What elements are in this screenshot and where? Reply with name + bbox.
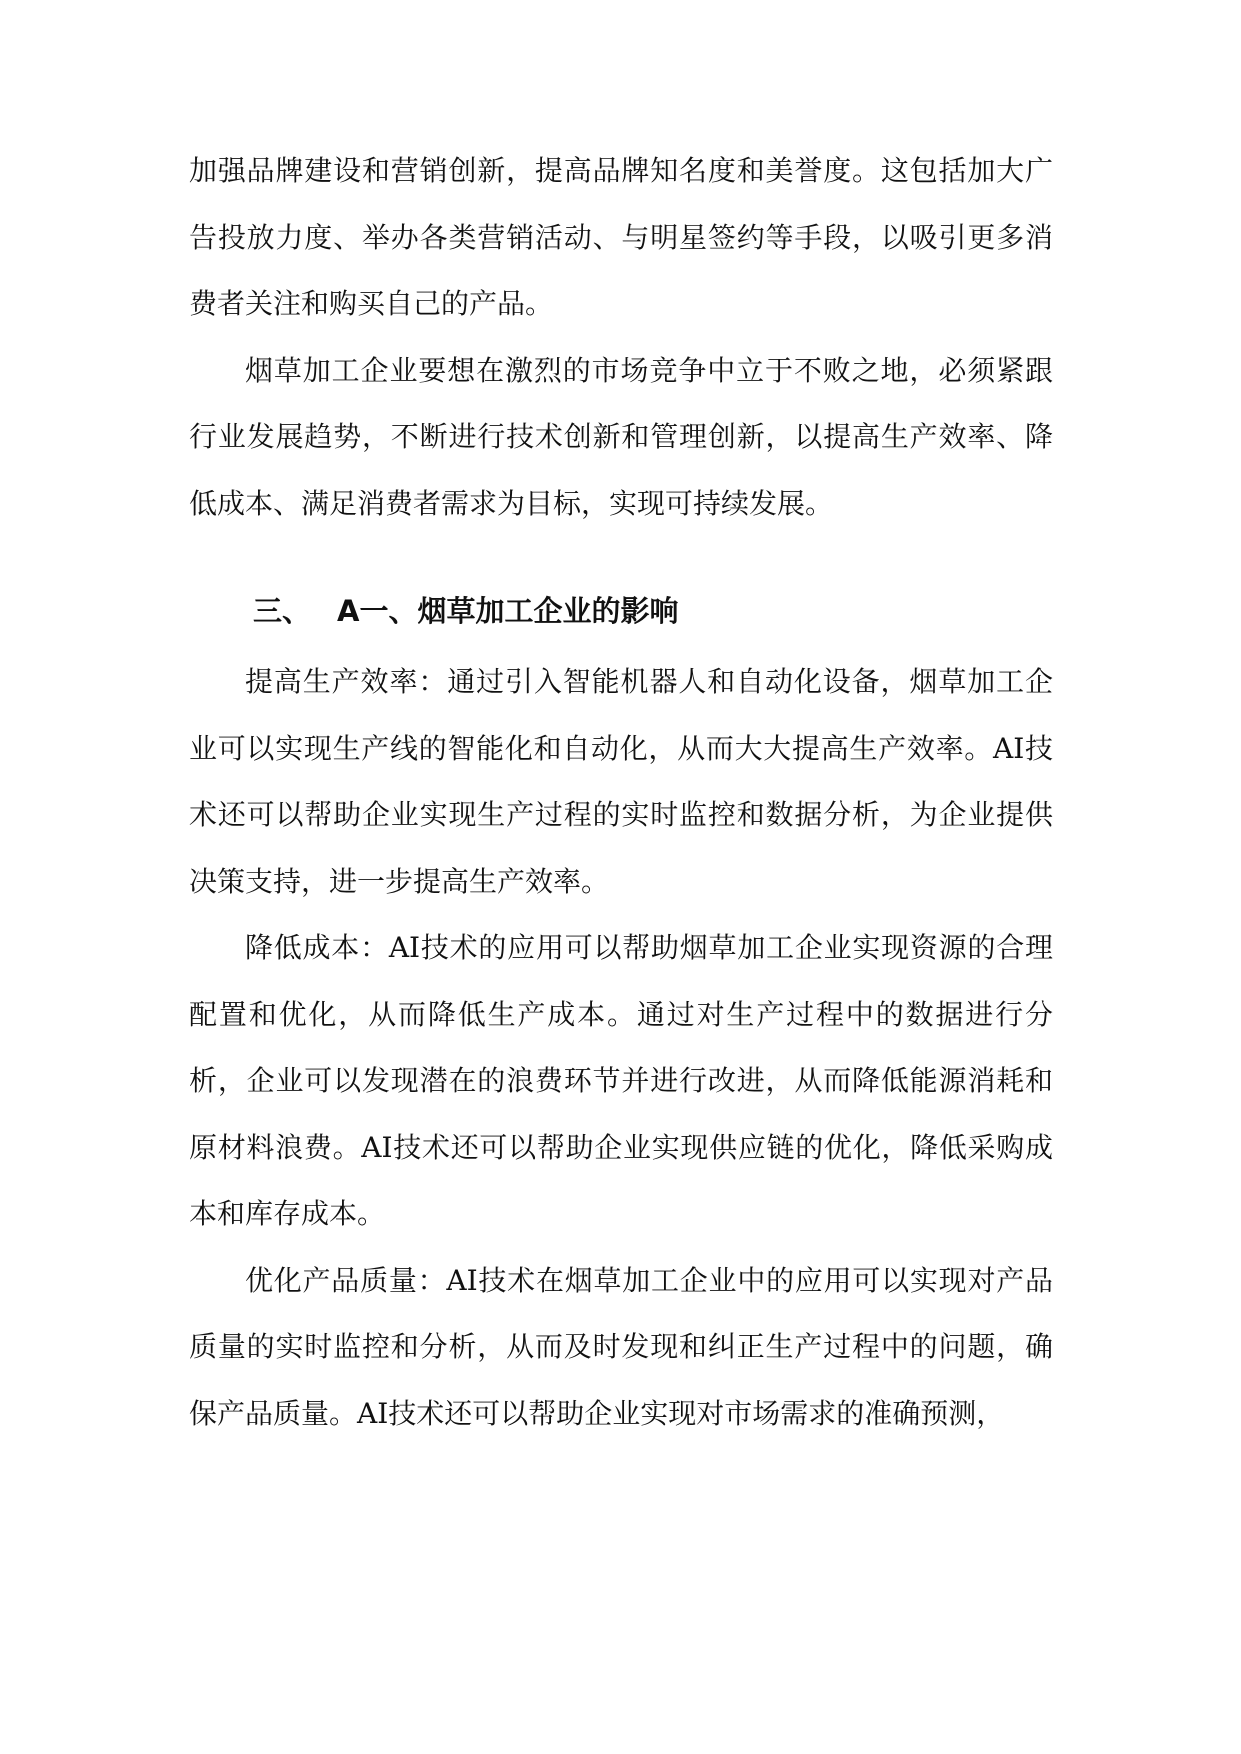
paragraph-sustainable-development: 烟草加工企业要想在激烈的市场竞争中立于不败之地，必须紧跟行业发展趋势，不断进行技术创新和管理创新，以提高生产效率、降低成本、满足消费者需求为目标，实现可持续发展。 bbox=[189, 353, 1053, 520]
paragraph-production-efficiency: 提高生产效率：通过引入智能机器人和自动化设备，烟草加工企业可以实现生产线的智能化和自动化，从而大大提高生产效率。AI技术还可以帮助企业实现生产过程的实时监控和数据分析，为企业提供决策支持，进一步提高生产效率。 bbox=[189, 665, 1053, 898]
section-heading-title: A一、烟草加工企业的影响 bbox=[337, 594, 679, 628]
paragraph-cost-reduction: 降低成本：AI技术的应用可以帮助烟草加工企业实现资源的合理配置和优化，从而降低生产成本。通过对生产过程中的数据进行分析，企业可以发现潜在的浪费环节并进行改进，从而降低能源消耗和原材料浪费。AI技术还可以帮助企业实现供应链的优化，降低采购成本和库存成本。 bbox=[189, 931, 1053, 1230]
section-heading bbox=[189, 581, 1053, 641]
paragraph-product-quality: 优化产品质量：AI技术在烟草加工企业中的应用可以实现对产品质量的实时监控和分析，从而及时发现和纠正生产过程中的问题，确保产品质量。AI技术还可以帮助企业实现对市场需求的准确预测， bbox=[189, 1263, 1053, 1430]
paragraph-brand-marketing: 加强品牌建设和营销创新，提高品牌知名度和美誉度。这包括加大广告投放力度、举办各类营销活动、与明星签约等手段，以吸引更多消费者关注和购买自己的产品。 bbox=[189, 154, 1053, 320]
section-heading-number: 三、 bbox=[253, 594, 312, 628]
document-body bbox=[189, 138, 1053, 1447]
